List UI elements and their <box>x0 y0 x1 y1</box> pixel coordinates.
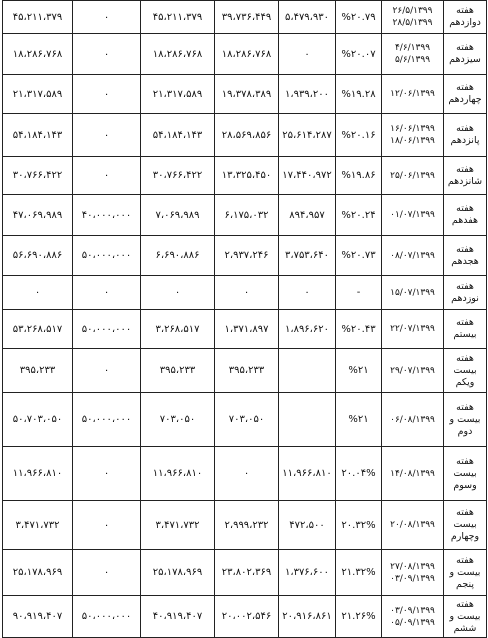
table-body <box>3 1 487 638</box>
amount-cell-c6: ۰ <box>141 276 215 310</box>
amount-cell-c8: ۰ <box>3 276 73 310</box>
amount-cell-c6: ۳۰،۷۶۶،۴۲۲ <box>141 157 215 195</box>
date-line: ۱۶/۰۶/۱۳۹۹ <box>390 124 435 134</box>
amount-cell-c7: ۰ <box>73 114 141 157</box>
amount-cell-c8: ۱۸،۲۸۶،۷۶۸ <box>3 34 73 75</box>
amount-cell-c8: ۴۷،۰۶۹،۹۸۹ <box>3 195 73 236</box>
amount-cell-c4: ۱،۸۹۶،۶۲۰ <box>279 310 336 349</box>
week-label-line: دوازدهم <box>449 17 481 28</box>
percent-cell: ۲۰.۰۴% <box>336 447 382 501</box>
amount-cell-c4: ۱،۹۳۹،۲۰۰ <box>279 75 336 114</box>
week-label-line: هفته <box>456 455 474 467</box>
amount-cell-c8: ۵۴،۱۸۴،۱۴۳ <box>3 114 73 157</box>
amount-cell-c4: ۰ <box>279 34 336 75</box>
week-label-cell <box>444 310 487 349</box>
amount-cell-c8: ۳۹۵،۲۳۳ <box>3 349 73 393</box>
date-line: ۲۵/۰۶/۱۳۹۹ <box>390 170 435 181</box>
table-row <box>3 550 487 596</box>
weekly-report-table <box>2 0 487 638</box>
week-label-cell <box>444 34 487 75</box>
date-line: ۲۷/۰۸/۱۳۹۹ <box>390 561 435 572</box>
amount-cell-c6: ۳۹۵،۲۳۳ <box>141 349 215 393</box>
week-label-line: هجدهم <box>451 255 479 267</box>
amount-cell-c7: ۰ <box>73 276 141 310</box>
amount-cell-c5: ۲،۹۹۹،۲۳۲ <box>215 501 279 550</box>
amount-cell-c4 <box>279 393 336 447</box>
table-row <box>3 276 487 310</box>
date-line: ۰۵/۰۹/۱۳۹۹ <box>390 617 435 628</box>
week-label-line: ویکم <box>455 376 475 388</box>
amount-cell-c6: ۴۰،۹۱۹،۴۰۷ <box>141 596 215 638</box>
amount-cell-c7: ۵۰،۰۰۰،۰۰۰ <box>73 393 141 447</box>
amount-cell-c5: ۰ <box>215 276 279 310</box>
week-label-line: هفته <box>456 42 474 53</box>
table-row <box>3 393 487 447</box>
date-cell <box>382 195 444 236</box>
week-label-cell <box>444 75 487 114</box>
week-label-line: هفته <box>456 5 474 16</box>
date-cell <box>382 75 444 114</box>
amount-cell-c5: ۱۸،۲۸۶،۷۶۸ <box>215 34 279 75</box>
week-label-cell <box>444 236 487 276</box>
week-label-cell <box>444 393 487 447</box>
week-label-cell <box>444 157 487 195</box>
amount-cell-c5: ۷۰۳،۰۵۰ <box>215 393 279 447</box>
amount-cell-c6: ۱۱،۹۶۶،۸۱۰ <box>141 447 215 501</box>
amount-cell-c6: ۷،۰۶۹،۹۸۹ <box>141 195 215 236</box>
amount-cell-c6: ۵۴،۱۸۴،۱۴۳ <box>141 114 215 157</box>
percent-cell: ۲۰.۳۲% <box>336 501 382 550</box>
amount-cell-c8: ۹۰،۹۱۹،۴۰۷ <box>3 596 73 638</box>
amount-cell-c5: ۱،۳۷۱،۸۹۷ <box>215 310 279 349</box>
week-label-line: هفته <box>456 123 474 134</box>
week-label-cell <box>444 501 487 550</box>
date-cell <box>382 1 444 34</box>
week-label-line: هفته <box>456 243 474 255</box>
amount-cell-c4: ۸۹۴،۹۵۷ <box>279 195 336 236</box>
table-row <box>3 447 487 501</box>
date-line: ۲۲/۰۷/۱۳۹۹ <box>390 324 435 334</box>
amount-cell-c4: ۲۰،۹۱۶،۸۶۱ <box>279 596 336 638</box>
amount-cell-c5: ۲۳،۸۰۲،۳۶۹ <box>215 550 279 596</box>
week-label-line: وچهارم <box>450 531 480 542</box>
table-row <box>3 596 487 638</box>
week-label-line: بیستم <box>453 329 477 340</box>
date-cell <box>382 157 444 195</box>
week-label-line: پانزدهم <box>450 135 480 146</box>
amount-cell-c7: ۰ <box>73 550 141 596</box>
table-row <box>3 236 487 276</box>
table-row <box>3 195 487 236</box>
amount-cell-c4: ۱،۳۷۶،۶۰۰ <box>279 550 336 596</box>
amount-cell-c4: ۵،۴۷۹،۹۳۰ <box>279 1 336 34</box>
week-label-line: هفته <box>456 554 474 566</box>
percent-cell: %۲۱ <box>336 349 382 393</box>
percent-cell: %۱۹.۲۸ <box>336 75 382 114</box>
percent-cell: %۲۰.۷۹ <box>336 1 382 34</box>
amount-cell-c6: ۴۵،۲۱۱،۳۷۹ <box>141 1 215 34</box>
percent-cell: ۲۱.۳۲% <box>336 550 382 596</box>
week-label-line: هفته <box>456 203 474 214</box>
week-label-line: بیست و <box>449 566 481 578</box>
week-label-line: هفته <box>456 317 474 328</box>
amount-cell-c4: ۲۵،۶۱۴،۲۸۷ <box>279 114 336 157</box>
amount-cell-c7: ۰ <box>73 447 141 501</box>
date-line: ۲۹/۰۷/۱۳۹۹ <box>390 365 435 376</box>
table-row <box>3 75 487 114</box>
amount-cell-c6: ۲۵،۱۷۸،۹۶۹ <box>141 550 215 596</box>
week-label-cell <box>444 550 487 596</box>
amount-cell-c7: ۰ <box>73 501 141 550</box>
week-label-line: بیست و <box>449 413 481 425</box>
amount-cell-c5: ۲۰،۰۰۲،۵۴۶ <box>215 596 279 638</box>
week-label-cell <box>444 114 487 157</box>
amount-cell-c4: ۱۱،۹۶۶،۸۱۰ <box>279 447 336 501</box>
table-row <box>3 157 487 195</box>
amount-cell-c5: ۰ <box>215 447 279 501</box>
table-row <box>3 310 487 349</box>
week-label-line: هفته <box>456 280 474 292</box>
amount-cell-c6: ۳،۴۷۱،۷۳۲ <box>141 501 215 550</box>
week-label-line: سیزدهم <box>449 54 481 65</box>
amount-cell-c7: ۰ <box>73 1 141 34</box>
amount-cell-c4: ۴۷۲،۵۰۰ <box>279 501 336 550</box>
amount-cell-c7: ۵۰،۰۰۰،۰۰۰ <box>73 596 141 638</box>
table-row <box>3 1 487 34</box>
date-cell <box>382 596 444 638</box>
date-line: ۱۵/۰۷/۱۳۹۹ <box>390 287 435 298</box>
amount-cell-c8: ۳،۴۷۱،۷۳۲ <box>3 501 73 550</box>
amount-cell-c6: ۶،۶۹۰،۸۸۶ <box>141 236 215 276</box>
week-label-cell <box>444 596 487 638</box>
percent-cell: %۱۹.۸۶ <box>336 157 382 195</box>
amount-cell-c5: ۳۹،۷۳۶،۴۴۹ <box>215 1 279 34</box>
amount-cell-c6: ۷۰۳،۰۵۰ <box>141 393 215 447</box>
week-label-line: وسوم <box>453 479 477 491</box>
percent-cell: %۲۰.۱۶ <box>336 114 382 157</box>
week-label-line: هفدهم <box>451 215 479 226</box>
amount-cell-c5: ۶،۱۷۵،۰۳۲ <box>215 195 279 236</box>
amount-cell-c7: ۰ <box>73 157 141 195</box>
amount-cell-c7: ۴۰،۰۰۰،۰۰۰ <box>73 195 141 236</box>
date-cell <box>382 236 444 276</box>
amount-cell-c8: ۵۰،۷۰۳،۰۵۰ <box>3 393 73 447</box>
week-label-line: بیست <box>453 467 477 479</box>
date-line: ۱۸/۰۶/۱۳۹۹ <box>390 136 435 146</box>
week-label-line: نوزدهم <box>451 292 479 304</box>
amount-cell-c6: ۱۸،۲۸۶،۷۶۸ <box>141 34 215 75</box>
week-label-line: پنجم <box>456 578 474 590</box>
date-line: ۲۸/۵/۱۳۹۹ <box>392 18 433 28</box>
table-row <box>3 349 487 393</box>
amount-cell-c5: ۱۹،۳۷۸،۳۸۹ <box>215 75 279 114</box>
date-cell <box>382 114 444 157</box>
date-cell <box>382 550 444 596</box>
week-label-line: هفته <box>456 401 474 413</box>
week-label-cell <box>444 276 487 310</box>
percent-cell: ۲۱.۲۶% <box>336 596 382 638</box>
week-label-line: چهاردهم <box>448 94 482 105</box>
amount-cell-c8: ۲۱،۳۱۷،۵۸۹ <box>3 75 73 114</box>
date-line: ۴/۶/۱۳۹۹ <box>394 43 431 53</box>
percent-cell: %۲۰.۲۴ <box>336 195 382 236</box>
amount-cell-c6: ۳،۲۶۸،۵۱۷ <box>141 310 215 349</box>
amount-cell-c4: ۳،۷۵۳،۶۴۰ <box>279 236 336 276</box>
percent-cell: %۲۰.۷۳ <box>336 236 382 276</box>
date-cell <box>382 349 444 393</box>
amount-cell-c4: ۰ <box>279 276 336 310</box>
table-row <box>3 114 487 157</box>
percent-cell: %۲۰.۴۳ <box>336 310 382 349</box>
amount-cell-c5: ۲۸،۵۶۹،۸۵۶ <box>215 114 279 157</box>
week-label-line: شانزدهم <box>447 175 483 187</box>
week-label-line: هفته <box>456 352 474 364</box>
date-line: ۱۴/۰۸/۱۳۹۹ <box>390 468 435 479</box>
week-label-line: بیست و <box>449 610 481 622</box>
percent-cell: %۲۰.۰۷ <box>336 34 382 75</box>
date-line: ۲۰/۰۸/۱۳۹۹ <box>390 520 435 530</box>
date-cell <box>382 501 444 550</box>
amount-cell-c8: ۳۰،۷۶۶،۴۲۲ <box>3 157 73 195</box>
date-cell <box>382 310 444 349</box>
amount-cell-c8: ۴۵،۲۱۱،۳۷۹ <box>3 1 73 34</box>
week-label-cell <box>444 1 487 34</box>
week-label-line: هفته <box>456 82 474 93</box>
date-line: ۲۶/۵/۱۳۹۹ <box>392 6 433 16</box>
amount-cell-c8: ۲۵،۱۷۸،۹۶۹ <box>3 550 73 596</box>
table-row <box>3 34 487 75</box>
amount-cell-c8: ۵۳،۲۶۸،۵۱۷ <box>3 310 73 349</box>
date-cell <box>382 276 444 310</box>
week-label-line: بیست <box>453 364 477 376</box>
week-label-line: هفته <box>456 598 474 610</box>
date-cell <box>382 393 444 447</box>
week-label-cell <box>444 195 487 236</box>
amount-cell-c5: ۱۳،۳۲۵،۴۵۰ <box>215 157 279 195</box>
percent-cell: - <box>336 276 382 310</box>
amount-cell-c8: ۱۱،۹۶۶،۸۱۰ <box>3 447 73 501</box>
week-label-cell <box>444 447 487 501</box>
date-line: ۰۱/۰۷/۱۳۹۹ <box>390 210 435 220</box>
table-row <box>3 501 487 550</box>
date-line: ۰۸/۰۷/۱۳۹۹ <box>390 250 435 261</box>
amount-cell-c5: ۳۹۵،۲۳۳ <box>215 349 279 393</box>
amount-cell-c8: ۵۶،۶۹۰،۸۸۶ <box>3 236 73 276</box>
week-label-line: دوم <box>457 425 473 437</box>
percent-cell: %۲۱ <box>336 393 382 447</box>
amount-cell-c7: ۵۰،۰۰۰،۰۰۰ <box>73 236 141 276</box>
week-label-line: بیست <box>453 519 477 530</box>
date-line: ۵/۶/۱۳۹۹ <box>394 55 431 65</box>
week-label-line: هفته <box>456 163 474 175</box>
amount-cell-c7: ۰ <box>73 349 141 393</box>
amount-cell-c7: ۰ <box>73 34 141 75</box>
week-label-cell <box>444 349 487 393</box>
amount-cell-c7: ۰ <box>73 75 141 114</box>
amount-cell-c4: ۱۷،۴۴۰،۹۷۲ <box>279 157 336 195</box>
date-line: ۰۶/۰۸/۱۳۹۹ <box>390 414 435 425</box>
amount-cell-c5: ۲،۹۳۷،۲۴۶ <box>215 236 279 276</box>
date-line: ۱۲/۰۶/۱۳۹۹ <box>390 89 435 99</box>
week-label-line: ششم <box>453 622 477 634</box>
amount-cell-c7: ۵۰،۰۰۰،۰۰۰ <box>73 310 141 349</box>
week-label-line: هفته <box>456 507 474 518</box>
amount-cell-c6: ۲۱،۳۱۷،۵۸۹ <box>141 75 215 114</box>
amount-cell-c4 <box>279 349 336 393</box>
date-cell <box>382 34 444 75</box>
date-line: ۰۳/۰۹/۱۳۹۹ <box>390 573 435 584</box>
date-cell <box>382 447 444 501</box>
date-line: ۰۳/۰۹/۱۳۹۹ <box>390 605 435 616</box>
